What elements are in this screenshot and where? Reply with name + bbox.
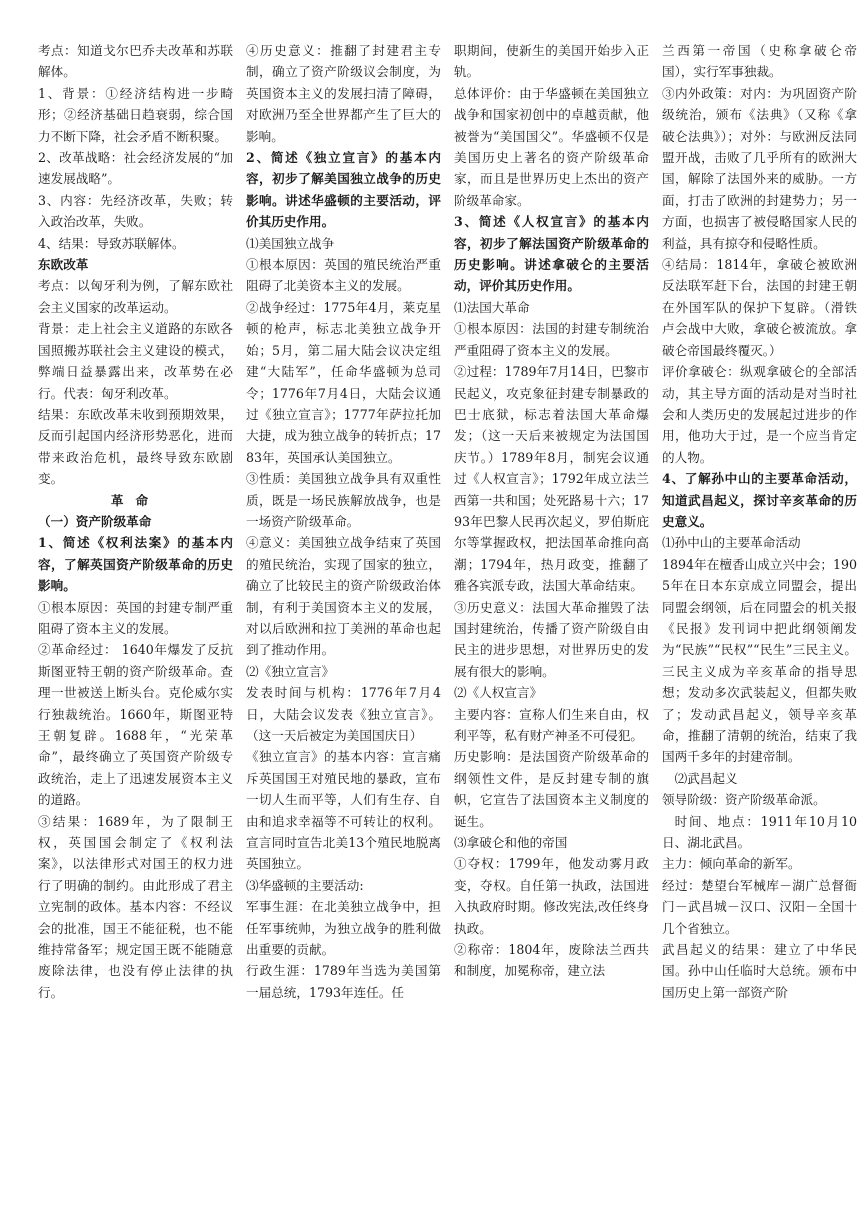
section-heading: 1、简述《权利法案》的基本内容，了解英国资产阶级革命的历史影响。: [38, 535, 233, 594]
paragraph: 时间、地点：1911年10月10日、湖北武昌。: [662, 813, 857, 851]
paragraph: 领导阶级：资产阶级革命派。: [662, 792, 826, 808]
paragraph: ⑵《人权宣言》: [454, 685, 543, 701]
paragraph: 职期间，使新生的美国开始步入正轨。: [454, 43, 649, 80]
paragraph: ②称帝：1804年，废除法兰西共和制度，加冕称帝，建立法: [454, 942, 649, 979]
paragraph: ⑶华盛顿的主要活动:: [246, 877, 364, 893]
paragraph: ④结局：1814年，拿破仑被欧洲反法联军赶下台，法国的封建王朝在外国军队的保护下复辟。（滑铁卢会战中大败，拿破仑被流放。拿破仑帝国最终覆灭。）: [662, 257, 857, 358]
paragraph: ③内外政策：对内：为巩固资产阶级统治，颁布《法典》（又称《拿破仑法典》）；对外：与欧洲反法同盟开战，击败了几乎所有的欧洲大国，解除了法国外来的威胁。一方面，打击了欧洲的封建势力；另一方面，也损害了被侵略国家人民的利益，具有掠夺和侵略性质。: [662, 85, 857, 251]
paragraph: 军事生涯：在北美独立战争中，担任军事统帅，为独立战争的胜利做出重要的贡献。: [246, 899, 441, 958]
paragraph: 发表时间与机构：1776年7月4日，大陆会议发表《独立宣言》。（这一天后被定为美国国庆日）: [246, 685, 441, 743]
paragraph: ②战争经过：1775年4月，莱克星顿的枪声，标志北美独立战争开始；5月，第二届大陆会议决定组建“大陆军”，任命华盛顿为总司令；1776年7月4日，大陆会议通过《独立宣言》；1777年萨拉托加大捷，成为独立战争的转折点；1783年，英国承认美国独立。: [246, 299, 441, 465]
paragraph: 考点：知道戈尔巴乔夫改革和苏联解体。: [38, 43, 233, 80]
section-heading: 3、简述《人权宣言》的基本内容，初步了解法国资产阶级革命的历史影响。讲述拿破仑的主要活动，评价其历史作用。: [454, 214, 649, 294]
paragraph: ⑴法国大革命: [454, 299, 530, 315]
paragraph: ③结果：1689年，为了限制王权，英国国会制定了《权利法案》，以法律形式对国王的权力进行了明确的制约。由此形成了君主立宪制的政体。基本内容：不经议会的批准，国王不能征税，也不能维持常备军；规定国王既不能随意废除法律，也没有停止法律的执行。: [38, 813, 233, 1000]
paragraph: 1、背景：①经济结构进一步畸形；②经济基础日趋衰弱，综合国力不断下降，社会矛盾不断积聚。: [38, 85, 233, 144]
paragraph: ①根本原因：英国的封建专制严重阻碍了资本主义的发展。: [38, 599, 233, 636]
paragraph: ①夺权：1799年，他发动雾月政变，夺权。自任第一执政，法国进入执政府时期。修改宪法,改任终身执政。: [454, 856, 649, 936]
paragraph: 经过：楚望台军械库－湖广总督衙门－武昌城－汉口、汉阳－全国十几个省独立。: [662, 877, 857, 936]
paragraph: ④意义：美国独立战争结束了英国的殖民统治，实现了国家的独立，确立了比较民主的资产阶级政治体制，有利于美国资本主义的发展，对以后欧洲和拉丁美洲的革命也起到了推动作用。: [246, 535, 441, 658]
paragraph: ②革命经过： 1640年爆发了反抗斯图亚特王朝的资产阶级革命。查理一世被送上断头台。克伦威尔实行独裁统治。1660年，斯图亚特王朝复辟。1688年，“光荣革命”，最终确立了英国资产阶级专政统治，走上了迅速发展资本主义的道路。: [38, 642, 233, 808]
section-heading: 东欧改革: [38, 257, 89, 273]
paragraph: ③性质：美国独立战争具有双重性质，既是一场民族解放战争，也是一场资产阶级革命。: [246, 471, 441, 529]
paragraph: 评价拿破仑：纵观拿破仑的全部活动，其主导方面的活动是对当时社会和人类历史的发展起过进步的作用，他功大于过，是一个应当肯定的人物。: [662, 364, 857, 465]
paragraph: 背景：走上社会主义道路的东欧各国照搬苏联社会主义建设的模式，弊端日益暴露出来，改革势在必行。代表：匈牙利改革。: [38, 321, 233, 401]
paragraph: ⑵武昌起义: [674, 770, 738, 786]
text-column-3: [454, 40, 649, 1216]
paragraph: 武昌起义的结果：建立了中华民国。孙中山任临时大总统。颁布中国历史上第一部资产阶: [662, 942, 857, 1000]
section-heading: 2、简述《独立宣言》的基本内容，初步了解美国独立战争的历史影响。讲述华盛顿的主要活动，评价其历史作用。: [246, 150, 441, 230]
paragraph: 兰西第一帝国（史称拿破仑帝国），实行军事独裁。: [662, 43, 857, 80]
paragraph: 3、内容：先经济改革，失败；转入政治改革，失败。: [38, 192, 233, 230]
paragraph: 《独立宣言》的基本内容：宣言痛斥英国国王对殖民地的暴政，宣布一切人生而平等，人们有生存、自由和追求幸福等不可转让的权利。宣言同时宣告北美13个殖民地脱离英国独立。: [246, 749, 441, 872]
paragraph: 主力：倾向革命的新军。: [662, 856, 801, 872]
paragraph: 总体评价：由于华盛顿在美国独立战争和国家初创中的卓越贡献，他被誉为“美国国父”。华盛顿不仅是美国历史上著名的资产阶级革命家，而且是世界历史上杰出的资产阶级革命家。: [454, 85, 649, 208]
paragraph: ②过程：1789年7月14日，巴黎市民起义，攻克象征封建专制暴政的巴士底狱，标志着法国大革命爆发；（这一天后来被规定为法国国庆节。）1789年8月，制宪会议通过《人权宣言》；1792年成立法兰西第一共和国；处死路易十六；1793年巴黎人民再次起义，罗伯斯庇尔等掌握政权，把法国革命推向高潮；1794年，热月政变，推翻了雅各宾派专政，法国大革命结束。: [454, 364, 649, 594]
text-column-1: [38, 40, 233, 1216]
section-heading: 4、了解孙中山的主要革命活动，知道武昌起义，探讨辛亥革命的历史意义。: [662, 471, 857, 529]
paragraph: ⑶拿破仑和他的帝国: [454, 835, 568, 851]
paragraph: ⑴美国独立战争: [246, 235, 335, 251]
paragraph: 主要内容：宣称人们生来自由，权利平等，私有财产神圣不可侵犯。: [454, 706, 649, 743]
paragraph: ④历史意义：推翻了封建君主专制，确立了资产阶级议会制度，为英国资本主义的发展扫清了障碍，对欧洲乃至全世界都产生了巨大的影响。: [246, 43, 441, 144]
paragraph: ⑵《独立宣言》: [246, 663, 335, 679]
section-heading: （一）资产阶级革命: [38, 513, 152, 529]
paragraph: 历史影响：是法国资产阶级革命的纲领性文件，是反封建专制的旗帜，它宣告了法国资本主义制度的诞生。: [454, 749, 649, 829]
paragraph: 4、结果：导致苏联解体。: [38, 235, 185, 251]
paragraph: 2、改革战略：社会经济发展的“加速发展战略”。: [38, 150, 233, 187]
paragraph: ①根本原因：法国的封建专制统治严重阻碍了资本主义的发展。: [454, 321, 649, 358]
paragraph: ③历史意义：法国大革命摧毁了法国封建统治，传播了资产阶级自由民主的进步思想，对世界历史的发展有很大的影响。: [454, 599, 649, 679]
section-heading: 革命: [110, 492, 161, 508]
paragraph: ⑴孙中山的主要革命活动: [662, 535, 801, 551]
paragraph: 结果：东欧改革未收到预期效果，反而引起国内经济形势恶化，进而带来政治危机，最终导致东欧剧变。: [38, 406, 233, 487]
paragraph: 1894年在檀香山成立兴中会；1905年在日本东京成立同盟会，提出同盟会纲领，后在同盟会的机关报《民报》发刊词中把此纲领阐发为“民族”“民权”“民生”三民主义。三民主义成为辛亥革命的指导思想；发动多次武装起义，但都失败了；发动武昌起义，领导辛亥革命，推翻了清朝的统治，结束了我国两千多年的封建帝制。: [662, 556, 857, 765]
paragraph: 行政生涯：1789年当选为美国第一届总统，1793年连任。任: [246, 963, 441, 1000]
paragraph: 考点：以匈牙利为例，了解东欧社会主义国家的改革运动。: [38, 278, 233, 315]
text-column-2: [246, 40, 441, 1216]
paragraph: ①根本原因：英国的殖民统治严重阻碍了北美资本主义的发展。: [246, 257, 441, 294]
text-column-4: [662, 40, 857, 1216]
